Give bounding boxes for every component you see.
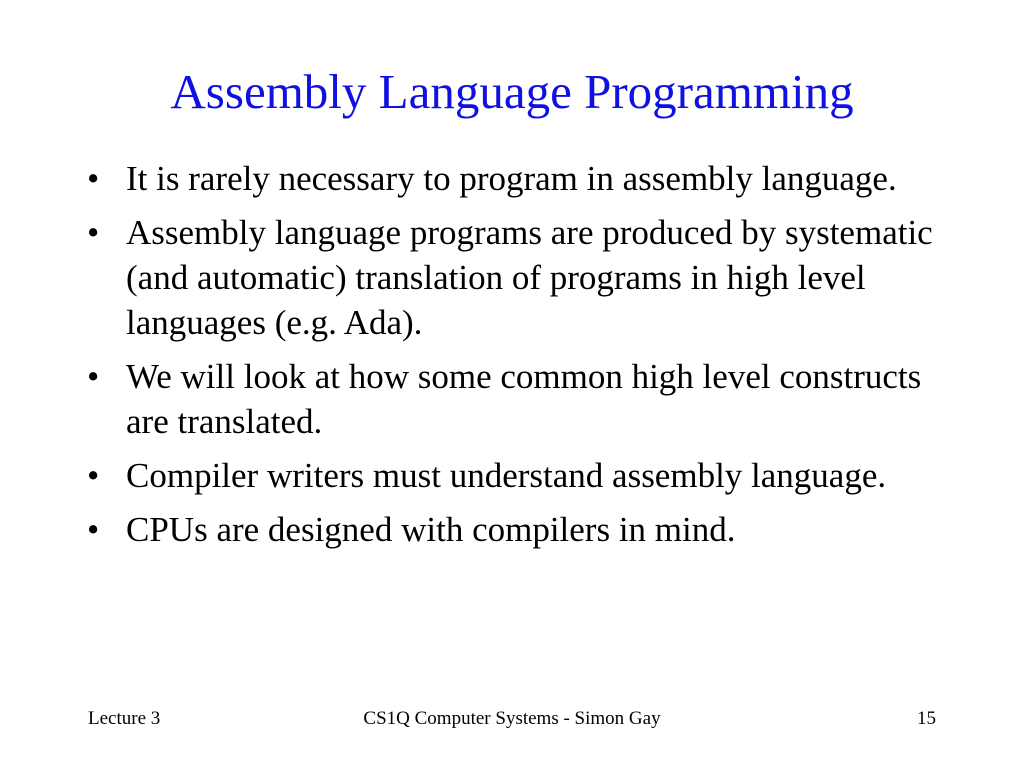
bullet-item (87, 210, 967, 345)
footer-course-title: CS1Q Computer Systems - Simon Gay (363, 708, 661, 729)
footer-page-number: 15 (917, 708, 936, 729)
bullet-text: Compiler writers must understand assembly language. (126, 456, 887, 495)
bullet-dot-icon: • (87, 159, 100, 198)
bullet-dot-icon: • (87, 357, 100, 396)
bullet-item (87, 453, 967, 498)
bullet-dot-icon: • (87, 456, 100, 495)
bullet-item (87, 156, 967, 201)
footer-lecture: Lecture 3 (88, 708, 161, 729)
slide-title: Assembly Language Programming (170, 64, 854, 119)
bullet-item (87, 507, 967, 552)
bullet-item (87, 354, 967, 444)
bullet-dot-icon: • (87, 510, 100, 549)
bullet-dot-icon: • (87, 213, 100, 252)
bullet-text: CPUs are designed with compilers in mind. (126, 510, 736, 549)
bullet-text: It is rarely necessary to program in assembly language. (126, 159, 897, 198)
bullet-text: We will look at how some common high level constructs are translated. (126, 357, 922, 441)
bullet-text: Assembly language programs are produced by systematic (and automatic) translation of programs in high level languages (e.g. Ada). (126, 213, 933, 342)
bullet-list (87, 156, 967, 561)
